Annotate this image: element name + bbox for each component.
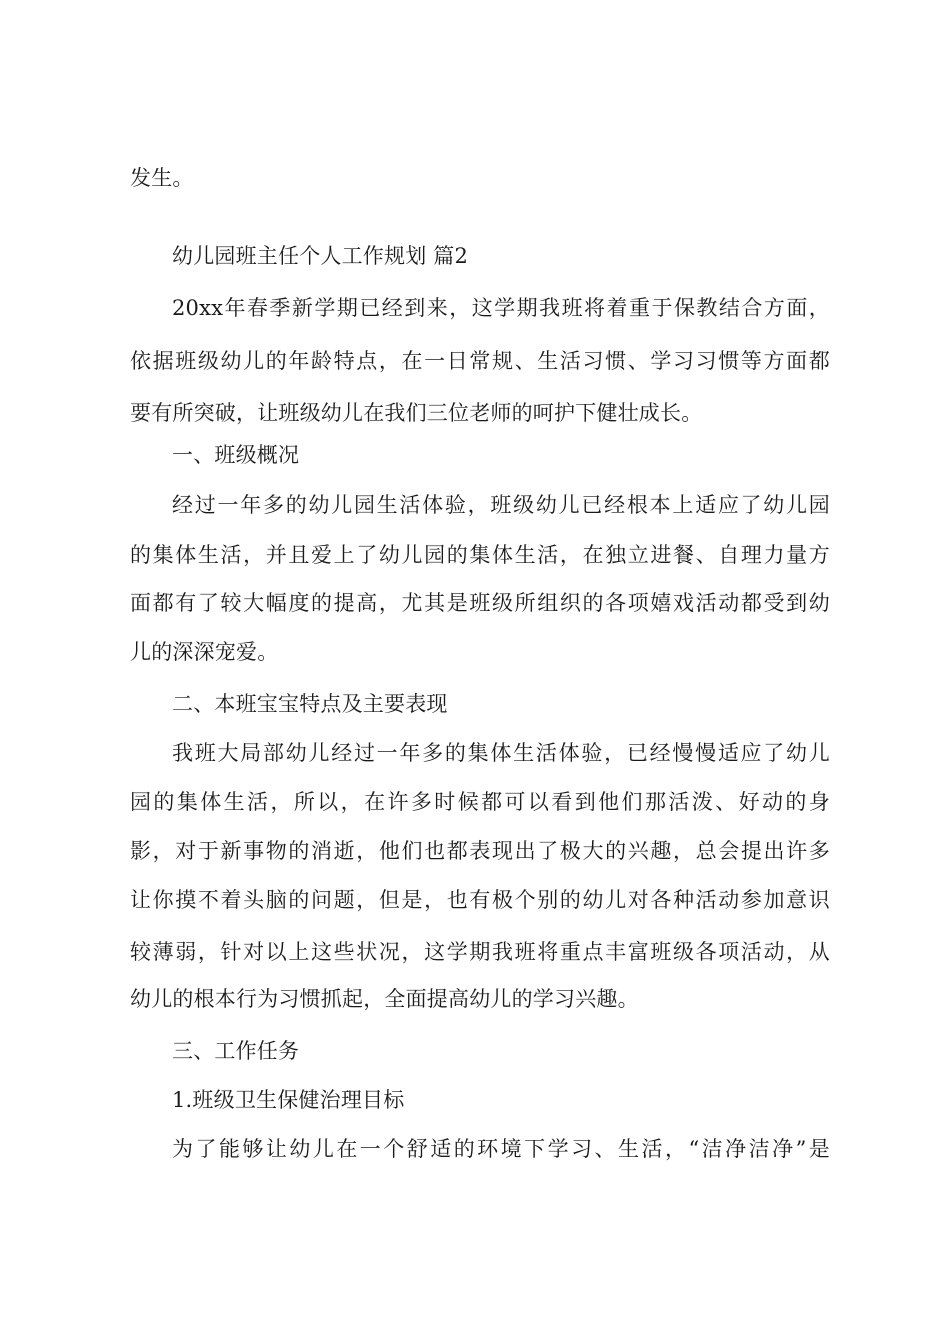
paragraph-line: 面都有了较大幅度的提高，尤其是班级所组织的各项嬉戏活动都受到幼 (130, 591, 830, 615)
paragraph-line: 幼儿的根本行为习惯抓起，全面提高幼儿的学习兴趣。 (130, 987, 639, 1011)
subheading: 1.班级卫生保健治理目标 (172, 1088, 405, 1112)
paragraph-line: 让你摸不着头脑的问题，但是，也有极个别的幼儿对各种活动参加意识 (130, 888, 830, 912)
paragraph-line: 我班大局部幼儿经过一年多的集体生活体验，已经慢慢适应了幼儿 (172, 741, 830, 765)
paragraph-line: 经过一年多的幼儿园生活体验，班级幼儿已经根本上适应了幼儿园 (172, 493, 830, 517)
paragraph-line: 要有所突破，让班级幼儿在我们三位老师的呵护下健壮成长。 (130, 401, 703, 425)
paragraph-line: 为了能够让幼儿在一个舒适的环境下学习、生活，“洁净洁净”是 (172, 1137, 830, 1161)
paragraph-line: 影，对于新事物的消逝，他们也都表现出了极大的兴趣，总会提出许多 (130, 839, 830, 863)
paragraph-line: 园的集体生活，所以，在许多时候都可以看到他们那活泼、好动的身 (130, 790, 830, 814)
heading: 一、班级概况 (172, 443, 300, 467)
paragraph-line: 依据班级幼儿的年龄特点，在一日常规、生活习惯、学习习惯等方面都 (130, 349, 830, 373)
paragraph-line: 的集体生活，并且爱上了幼儿园的集体生活，在独立进餐、自理力量方 (130, 543, 830, 567)
heading: 二、本班宝宝特点及主要表现 (172, 692, 448, 716)
heading: 三、工作任务 (172, 1039, 300, 1063)
paragraph-line: 较薄弱，针对以上这些状况，这学期我班将重点丰富班级各项活动，从 (130, 940, 830, 964)
section-title: 幼儿园班主任个人工作规划 篇2 (172, 244, 469, 268)
paragraph-line: 20xx年春季新学期已经到来，这学期我班将着重于保教结合方面， (172, 296, 830, 320)
paragraph-line: 儿的深深宠爱。 (130, 640, 279, 664)
text-line: 发生。 (130, 166, 194, 190)
